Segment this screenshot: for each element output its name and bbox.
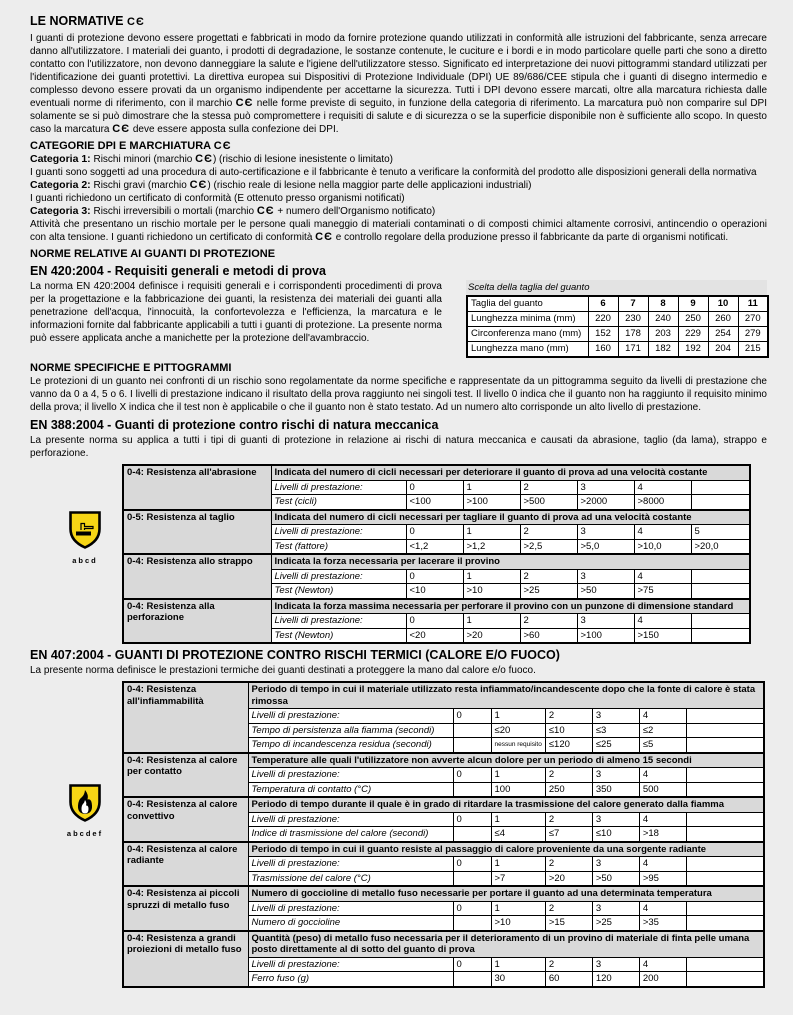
group-label: 0-4: Resistenza al calore radiante [123,842,248,887]
row-label: Livelli di prestazione: [271,569,406,584]
value-cell: 4 [639,857,686,872]
value-cell: >20 [463,628,520,643]
row-label: Lunghezza minima (mm) [467,312,588,327]
value-cell [686,871,764,886]
en388-table [122,464,751,644]
table-row [123,886,764,901]
row-label: Circonferenza mano (mm) [467,327,588,342]
categoria-2-line [30,179,767,192]
value-cell: 260 [708,312,738,327]
value-cell: 2 [545,901,592,916]
value-cell: 192 [678,342,708,358]
group-label: 0-4: Resistenza al calore convettivo [123,797,248,842]
table-row [123,682,764,709]
table-row [123,931,764,958]
en407-paragraph: La presente norma definisce le prestazioni termiche dei guanti destinati a proteggere la mano dal calore e/o fuoco. [30,665,536,676]
group-description: Numero di goccioline di metallo fuso necessarie per portare il guanto ad una determinata temperatura [248,886,764,901]
value-cell [453,827,491,842]
value-cell: 3 [592,812,639,827]
value-cell: 0 [406,614,463,629]
group-description: Indicata del numero di cicli necessari per tagliare il guanto di prova ad una velocità costante [271,510,750,525]
categoria-3-paragraph-text: e controllo regolare della produzione presso il fabbricante da parte di organismi notificati. [332,232,729,243]
value-cell: 182 [648,342,678,358]
value-cell: 178 [618,327,648,342]
table-row [123,797,764,812]
value-cell [453,782,491,797]
intro-text: nelle forme previste di seguito, in funzione della categoria di riferimento. La marcatura può non comparire sul DPI solamente se si può dimostrare che la stessa può compromettere i requisiti di salute e di sicurezza o se la superficie disponibile non è sufficiente allo scopo. In questo caso la marcatura [30,98,767,135]
value-cell [691,614,750,629]
en388-paragraph: La presente norma su applica a tutti i tipi di guanti di protezione in relazione ai rischi di natura meccanica e causati da abrasione, taglio (da lama), strappo e perforazione. [30,435,767,459]
value-cell [691,584,750,599]
row-label: Test (Newton) [271,584,406,599]
value-cell: 5 [691,525,750,540]
value-cell: >50 [577,584,634,599]
value-cell: >1,2 [463,539,520,554]
value-cell: 0 [453,709,491,724]
value-cell: 1 [491,857,545,872]
value-cell: 204 [708,342,738,358]
value-cell: 60 [545,972,592,987]
value-cell [453,738,491,753]
categoria-3-paragraph-text: Attività che presentano un rischio mortale per le persone quali maneggio di materiali contaminati o di composti chimici altamente corrosivi, antincendio o operazioni con alta tensione. I guanti richiedono un certificato di conformità [30,219,767,243]
value-cell: 2 [545,812,592,827]
group-label: 0-4: Resistenza a grandi proiezioni di metallo fuso [123,931,248,987]
value-cell: 250 [545,782,592,797]
row-label: Tempo di persistenza alla fiamma (secondi) [248,723,453,738]
value-cell [686,812,764,827]
normative-title-text: LE NORMATIVE [30,14,124,28]
value-cell: >500 [520,495,577,510]
value-cell: 3 [577,569,634,584]
en420-two-column-area [30,280,767,358]
intro-text: deve essere apposta sulla confezione dei DPI. [130,124,339,135]
value-cell: >150 [634,628,691,643]
categoria-3-line [30,205,767,218]
value-cell: 160 [588,342,618,358]
row-label: Test (fattore) [271,539,406,554]
en407-table-block [66,681,767,988]
section-title-normative [30,14,767,28]
row-label: Livelli di prestazione: [271,614,406,629]
value-cell: ≤20 [491,723,545,738]
value-cell: 1 [463,525,520,540]
table-row [467,342,768,358]
table-row [123,842,764,857]
categoria-3-text: + numero dell'Organismo notificato) [274,206,436,217]
row-label: Indice di trasmissione del calore (secondi) [248,827,453,842]
value-cell: 11 [738,296,768,312]
row-label: Livelli di prestazione: [271,480,406,495]
value-cell: >95 [639,871,686,886]
value-cell: <100 [406,495,463,510]
table-row [123,510,750,525]
categorie-title-text: CATEGORIE DPI E MARCHIATURA [30,140,211,152]
group-description: Indicata la forza necessaria per lacerare il provino [271,554,750,569]
value-cell: 120 [592,972,639,987]
section-title-pittogrammi: NORME SPECIFICHE E PITTOGRAMMI [30,362,232,374]
value-cell: 3 [577,525,634,540]
value-cell: 2 [545,709,592,724]
value-cell [691,480,750,495]
group-label: 0-4: Resistenza ai piccoli spruzzi di metallo fuso [123,886,248,931]
value-cell [686,768,764,783]
value-cell: 0 [453,768,491,783]
value-cell [691,569,750,584]
value-cell: 500 [639,782,686,797]
group-label: 0-4: Resistenza all'abrasione [123,465,271,510]
group-label: 0-4: Resistenza al calore per contatto [123,753,248,798]
value-cell: <10 [406,584,463,599]
group-description: Indicata la forza massima necessaria per perforare il provino con un punzone di dimensione standard [271,599,750,614]
value-cell: 2 [520,569,577,584]
ce-mark-icon: CЄ [189,179,208,191]
categoria-2-paragraph: I guanti richiedono un certificato di conformità (E ottenuto presso organismi notificati) [30,193,405,204]
value-cell: 171 [618,342,648,358]
value-cell: 1 [491,901,545,916]
table-row [467,312,768,327]
table-row [123,753,764,768]
categoria-1-label: Categoria 1: [30,153,91,165]
value-cell: 0 [406,480,463,495]
group-label: 0-4: Resistenza all'infiammabilità [123,682,248,753]
categoria-2-text: ) (rischio reale di lesione nella maggior parte delle applicazioni industriali) [207,180,532,191]
value-cell: 3 [592,857,639,872]
value-cell: >100 [463,495,520,510]
en420-paragraph: La norma EN 420:2004 definisce i requisiti generali e i corrispondenti procedimenti di prova per la progettazione e la fabbricazione dei guanti, la resistenza dei materiali dei guanti alla penetrazione dell'acqua, l'innocuità, la confortevolezza e l'efficienza, la marcatura e le informazioni fornite dal fabbricante applicabili a tutti i guanti di protezione. La presente norma può essere applicata anche a manichette per la protezione dell'avambraccio. [30,281,442,344]
value-cell: >7 [491,871,545,886]
categoria-3-text: Rischi irreversibili o mortali (marchio [90,206,257,217]
value-cell: 2 [545,768,592,783]
value-cell [686,782,764,797]
pictogram-letters: abcd [72,556,98,565]
value-cell: ≤3 [592,723,639,738]
en388-table-block [72,464,767,644]
value-cell: 279 [738,327,768,342]
value-cell [686,723,764,738]
value-cell: 3 [592,709,639,724]
value-cell: 4 [634,614,691,629]
value-cell: >100 [577,628,634,643]
section-title-categorie [30,140,767,152]
glove-size-table [466,295,769,358]
ce-mark-icon: CЄ [213,140,232,152]
value-cell: ≤10 [545,723,592,738]
value-cell: ≤25 [592,738,639,753]
value-cell: >2,5 [520,539,577,554]
value-cell: >10 [491,916,545,931]
value-cell: 0 [406,525,463,540]
value-cell: 240 [648,312,678,327]
value-cell: >8000 [634,495,691,510]
value-cell: 1 [491,709,545,724]
group-label: 0-4: Resistenza allo strappo [123,554,271,599]
categoria-2-text: Rischi gravi (marchio [90,180,190,191]
value-cell: 1 [491,957,545,972]
value-cell [686,916,764,931]
categoria-1-line [30,153,767,166]
value-cell: 4 [639,957,686,972]
value-cell: 4 [639,812,686,827]
value-cell: 3 [577,614,634,629]
value-cell: >25 [520,584,577,599]
value-cell: 0 [453,857,491,872]
value-cell: 229 [678,327,708,342]
value-cell: >5,0 [577,539,634,554]
row-label: Lunghezza mano (mm) [467,342,588,358]
value-cell: 2 [545,857,592,872]
value-cell: 0 [453,901,491,916]
value-cell: >35 [639,916,686,931]
value-cell: 1 [463,614,520,629]
categoria-1-text: Rischi minori (marchio [90,154,196,165]
value-cell: 7 [618,296,648,312]
ce-mark-icon: CЄ [127,16,145,28]
value-cell: 4 [639,768,686,783]
row-label: Trasmissione del calore (°C) [248,871,453,886]
value-cell: 2 [520,525,577,540]
value-cell: 254 [708,327,738,342]
categoria-2-label: Categoria 2: [30,179,91,191]
heading-en407: EN 407:2004 - GUANTI DI PROTEZIONE CONTRO RISCHI TERMICI (CALORE E/O FUOCO) [30,648,560,662]
group-description: Temperature alle quali l'utilizzatore non avverte alcun dolore per un periodo di almeno 15 secondi [248,753,764,768]
value-cell: 3 [577,480,634,495]
value-cell: 200 [639,972,686,987]
value-cell: >25 [592,916,639,931]
row-label: Livelli di prestazione: [271,525,406,540]
row-label: Taglia del guanto [467,296,588,312]
value-cell: 4 [639,709,686,724]
value-cell [686,972,764,987]
heading-en420: EN 420:2004 - Requisiti generali e metodi di prova [30,264,326,278]
value-cell [686,957,764,972]
value-cell [453,916,491,931]
value-cell: <1,2 [406,539,463,554]
value-cell: >20,0 [691,539,750,554]
value-cell: >20 [545,871,592,886]
ce-mark-icon: CЄ [256,205,275,217]
value-cell: 4 [639,901,686,916]
group-label: 0-5: Resistenza al taglio [123,510,271,555]
value-cell: 350 [592,782,639,797]
value-cell: 230 [618,312,648,327]
table-row [467,296,768,312]
value-cell: 152 [588,327,618,342]
value-cell: nessun requisito [491,738,545,753]
en407-table [122,681,765,988]
ce-mark-icon: CЄ [315,231,333,243]
ce-mark-icon: CЄ [195,153,213,165]
value-cell: 3 [592,768,639,783]
value-cell [686,857,764,872]
group-label: 0-4: Resistenza alla perforazione [123,599,271,644]
categoria-1-paragraph: I guanti sono soggetti ad una procedura di auto-certificazione e il fabbricante è tenuto a verificare la conformità del prodotto alle disposizioni generali della normativa [30,167,757,178]
row-label: Tempo di incandescenza residua (secondi) [248,738,453,753]
value-cell: <20 [406,628,463,643]
ce-mark-icon: CЄ [112,123,131,135]
value-cell: 215 [738,342,768,358]
value-cell: 270 [738,312,768,327]
value-cell: 30 [491,972,545,987]
value-cell: ≤5 [639,738,686,753]
heading-en388: EN 388:2004 - Guanti di protezione contro rischi di natura meccanica [30,418,439,432]
value-cell: >60 [520,628,577,643]
value-cell [691,495,750,510]
row-label: Livelli di prestazione: [248,768,453,783]
value-cell: 1 [491,768,545,783]
value-cell: 100 [491,782,545,797]
table-row [467,327,768,342]
en388-pictogram [56,510,114,565]
value-cell [686,827,764,842]
value-cell: 250 [678,312,708,327]
value-cell [453,871,491,886]
size-table-title: Scelta della taglia del guanto [466,280,767,295]
value-cell: >75 [634,584,691,599]
value-cell [686,738,764,753]
value-cell: >10,0 [634,539,691,554]
row-label: Temperatura di contatto (°C) [248,782,453,797]
intro-text: I guanti di protezione devono essere progettati e fabbricati in modo da fornire protezione quando utilizzati in conformità alle istruzioni del fabbricante, senza arrecare danno all'utilizzatore. I materiali dei guanto, i prodotti di degradazione, le sostanze contenute, le cuciture e i bordi e in modo particolare quelle parti che sono a diretto contatto con l'utilizzatore, non devono danneggiare la salute e l'igiene dell'utilizzatore stesso. Significato ed interpretazione dei nuovi pittogrammi standard utilizzati per l'identificazione dei guanti protettivi. La direttiva europea sui Dispositivi di Protezione Individuale (DPI) UE 89/686/CEE stipula che i guanti di disegno intermedio e complesso devono essere provati da un organismo indipendente per accettarne la sicurezza. Tutti i DPI devono essere marcati, oltre alla marcatura richiesta dalle eventuali norme di riferimento, con il marchio [30,33,767,109]
value-cell [691,628,750,643]
group-description: Periodo di tempo in cui il materiale utilizzato resta infiammato/incandescente dopo che la fonte di calore è stata rimossa [248,682,764,709]
value-cell: 2 [520,614,577,629]
value-cell [453,723,491,738]
mechanical-risk-shield-icon [68,510,102,550]
intro-paragraph [30,32,767,136]
row-label: Ferro fuso (g) [248,972,453,987]
value-cell [686,709,764,724]
value-cell: ≤2 [639,723,686,738]
value-cell: 2 [545,957,592,972]
value-cell: ≤7 [545,827,592,842]
group-description: Quantità (peso) di metallo fuso necessaria per il deterioramento di un provino di materiale di finta pelle umana posto direttamente al di sotto del guanto di prova [248,931,764,958]
en407-pictogram [56,783,114,838]
value-cell: 6 [588,296,618,312]
value-cell: ≤4 [491,827,545,842]
table-row [123,554,750,569]
row-label: Numero di goccioline [248,916,453,931]
thermal-risk-shield-icon [68,783,102,823]
value-cell: 10 [708,296,738,312]
row-label: Livelli di prestazione: [248,901,453,916]
row-label: Livelli di prestazione: [248,709,453,724]
value-cell: 203 [648,327,678,342]
value-cell: 0 [406,569,463,584]
value-cell [686,901,764,916]
row-label: Test (Newton) [271,628,406,643]
value-cell: ≤10 [592,827,639,842]
value-cell [453,972,491,987]
value-cell: 8 [648,296,678,312]
pictogram-letters: abcdef [66,829,104,838]
group-description: Periodo di tempo in cui il guanto resiste al passaggio di calore proveniente da una sorgente radiante [248,842,764,857]
categoria-1-text: ) (rischio di lesione inesistente o limitato) [212,154,394,165]
value-cell: 220 [588,312,618,327]
value-cell: 0 [453,812,491,827]
value-cell: 2 [520,480,577,495]
value-cell: 3 [592,957,639,972]
value-cell: 4 [634,569,691,584]
group-description: Periodo di tempo durante il quale è in grado di ritardare la trasmissione del calore generato dalla fiamma [248,797,764,812]
table-row [123,465,750,480]
value-cell: >50 [592,871,639,886]
categoria-3-paragraph [30,218,767,244]
value-cell: 4 [634,480,691,495]
value-cell: >10 [463,584,520,599]
categoria-3-label: Categoria 3: [30,205,91,217]
value-cell: 1 [463,480,520,495]
row-label: Livelli di prestazione: [248,812,453,827]
size-table-block [466,280,767,358]
table-row [123,599,750,614]
pittogrammi-paragraph: Le protezioni di un guanto nei confronti di un rischio sono regolamentate da norme specifiche e rappresentate da un pittogramma seguito da livelli di prestazione che vanno da 0 a 4, 5 o 6. I livelli di prestazione indicano il risultato della prova raggiunto nei singoli test. Il livello 0 indica che il guanto non ha raggiunto il requisito minimo della prova; il livello X indica che il test non è applicabile o che il guanto non è stato testato. Ad un numero alto corrisponde un alto livello di prestazione. [30,376,767,413]
value-cell: 4 [634,525,691,540]
group-description: Indicata del numero di cicli necessari per deteriorare il guanto di prova ad una velocità costante [271,465,750,480]
row-label: Livelli di prestazione: [248,957,453,972]
row-label: Test (cicli) [271,495,406,510]
value-cell: >18 [639,827,686,842]
value-cell: >2000 [577,495,634,510]
value-cell: ≤120 [545,738,592,753]
value-cell: 9 [678,296,708,312]
value-cell: 3 [592,901,639,916]
ce-mark-icon: CЄ [235,97,254,109]
row-label: Livelli di prestazione: [248,857,453,872]
section-title-norme-relative: NORME RELATIVE AI GUANTI DI PROTEZIONE [30,248,276,260]
value-cell: >15 [545,916,592,931]
value-cell: 0 [453,957,491,972]
value-cell: 1 [491,812,545,827]
value-cell: 1 [463,569,520,584]
